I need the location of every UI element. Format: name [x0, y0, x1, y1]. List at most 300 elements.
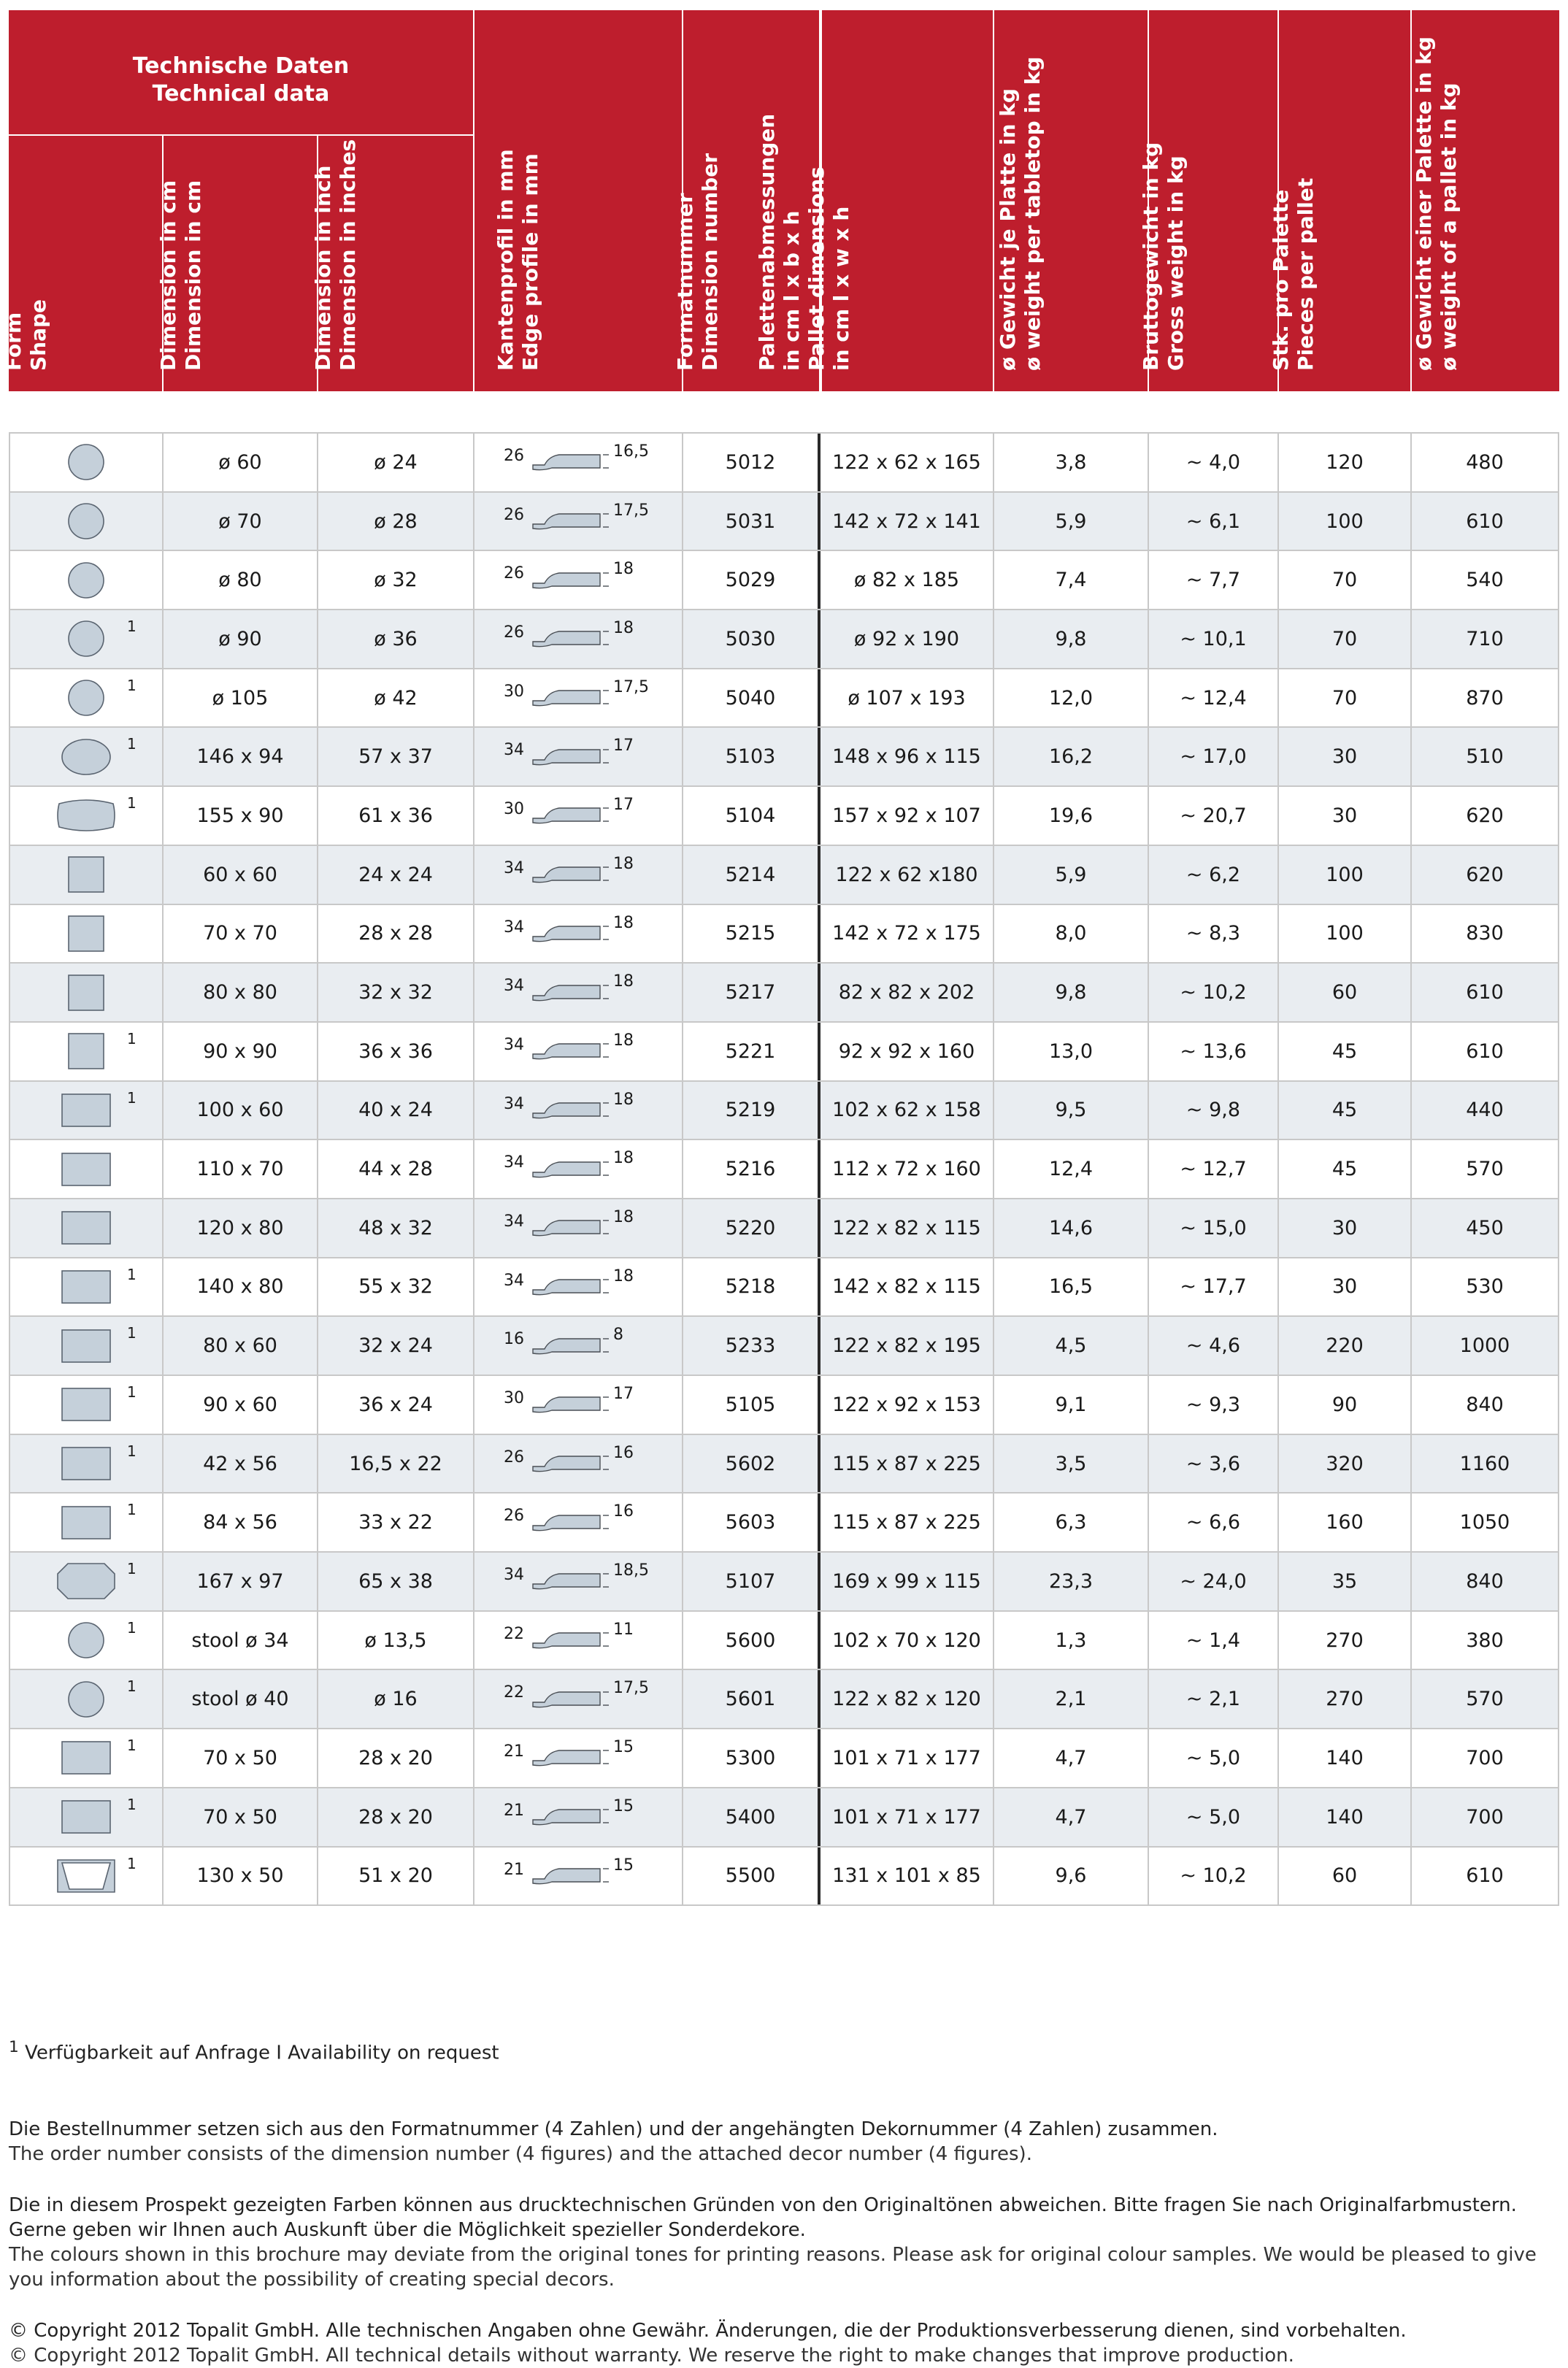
- circle-icon: [53, 1618, 119, 1662]
- weight-cell: 9,8: [994, 610, 1149, 668]
- rectangle-icon: [53, 1324, 119, 1368]
- pallet-dimensions-cell: 115 x 87 x 225: [820, 1435, 994, 1493]
- dimension-inch-cell: 55 x 32: [318, 1258, 474, 1316]
- format-number-cell: 5215: [683, 905, 820, 963]
- pallet-weight-cell: 700: [1412, 1729, 1559, 1787]
- edge-profile-cell: [474, 551, 683, 609]
- pallet-dimensions-cell: ø 82 x 185: [820, 551, 994, 609]
- pallet-weight-cell: 840: [1412, 1376, 1559, 1434]
- edge-profile-cell: [474, 1788, 683, 1846]
- footnote-marker: 1: [127, 1795, 137, 1813]
- dimension-inch-cell: ø 13,5: [318, 1612, 474, 1669]
- edge-thickness-right: 17: [613, 796, 634, 815]
- edge-profile-icon: [530, 1274, 610, 1300]
- shape-cell: [9, 905, 164, 963]
- dimension-cm-cell: 110 x 70: [164, 1140, 318, 1198]
- shape-cell: [9, 1376, 164, 1434]
- pallet-dimensions-cell: 102 x 62 x 158: [820, 1082, 994, 1139]
- pallet-weight-cell: 1000: [1412, 1317, 1559, 1375]
- dimension-cm-cell: 70 x 70: [164, 905, 318, 963]
- pieces-cell: 60: [1279, 1848, 1412, 1905]
- dimension-inch-cell: 36 x 36: [318, 1023, 474, 1080]
- shape-cell: [9, 787, 164, 845]
- circle-icon: [53, 558, 119, 602]
- shape-cell: [9, 1612, 164, 1669]
- gross-weight-cell: ~ 8,3: [1149, 905, 1279, 963]
- gross-weight-cell: ~ 7,7: [1149, 551, 1279, 609]
- dimension-inch-cell: 48 x 32: [318, 1199, 474, 1257]
- pallet-dimensions-cell: 101 x 71 x 177: [820, 1729, 994, 1787]
- format-number-cell: 5217: [683, 964, 820, 1021]
- header-divider: [473, 10, 474, 391]
- pieces-cell: 320: [1279, 1435, 1412, 1493]
- dimension-cm-cell: 120 x 80: [164, 1199, 318, 1257]
- gross-weight-cell: ~ 13,6: [1149, 1023, 1279, 1080]
- table-row: [9, 493, 1559, 552]
- table-row: [9, 1140, 1559, 1199]
- table-header: [1, 10, 1559, 391]
- header-text: Dimension in inch: [311, 165, 335, 371]
- edge-profile-icon: [530, 1627, 610, 1653]
- pallet-dimensions-cell: ø 107 x 193: [820, 669, 994, 727]
- table-row: [9, 787, 1559, 846]
- dimension-cm-cell: stool ø 40: [164, 1670, 318, 1728]
- weight-cell: 16,5: [994, 1258, 1149, 1316]
- dimension-inch-cell: ø 32: [318, 551, 474, 609]
- format-number-cell: 5219: [683, 1082, 820, 1139]
- header-text: Bruttogewicht in kg: [1139, 142, 1163, 371]
- edge-thickness-left: 22: [504, 1683, 524, 1702]
- pallet-weight-cell: 1160: [1412, 1435, 1559, 1493]
- pallet-dimensions-cell: 122 x 62 x 165: [820, 434, 994, 491]
- gross-weight-cell: ~ 4,6: [1149, 1317, 1279, 1375]
- header-text: ø weight of a pallet in kg: [1437, 82, 1461, 371]
- pieces-cell: 100: [1279, 905, 1412, 963]
- edge-profile-icon: [530, 1568, 610, 1594]
- edge-profile-cell: [474, 434, 683, 491]
- shape-cell: [9, 1848, 164, 1905]
- gross-weight-cell: ~ 1,4: [1149, 1612, 1279, 1669]
- dimension-cm-cell: 70 x 50: [164, 1729, 318, 1787]
- edge-profile-cell: [474, 1553, 683, 1610]
- footnote-marker: 1: [127, 1854, 137, 1872]
- format-number-cell: 5216: [683, 1140, 820, 1198]
- edge-profile-icon: [530, 508, 610, 534]
- pallet-weight-cell: 440: [1412, 1082, 1559, 1139]
- gross-weight-cell: ~ 17,0: [1149, 728, 1279, 785]
- gross-weight-cell: ~ 5,0: [1149, 1788, 1279, 1846]
- edge-thickness-right: 17,5: [613, 501, 649, 520]
- edge-profile-icon: [530, 1863, 610, 1889]
- gross-weight-cell: ~ 6,2: [1149, 846, 1279, 904]
- pallet-weight-cell: 570: [1412, 1140, 1559, 1198]
- table-row: [9, 551, 1559, 610]
- pieces-cell: 70: [1279, 610, 1412, 668]
- technical-data-title: [9, 53, 473, 108]
- edge-thickness-right: 18: [613, 1149, 634, 1168]
- pallet-weight-cell: 480: [1412, 434, 1559, 491]
- edge-thickness-left: 34: [504, 977, 524, 996]
- format-number-cell: 5603: [683, 1494, 820, 1551]
- dimension-cm-cell: 84 x 56: [164, 1494, 318, 1551]
- edge-thickness-left: 34: [504, 1035, 524, 1054]
- pieces-cell: 30: [1279, 728, 1412, 785]
- footnote-marker: 1: [127, 618, 137, 636]
- footnote-marker: 1: [127, 1501, 137, 1519]
- gross-weight-cell: ~ 2,1: [1149, 1670, 1279, 1728]
- edge-profile-icon: [530, 567, 610, 593]
- shape-cell: [9, 1199, 164, 1257]
- weight-cell: 14,6: [994, 1199, 1149, 1257]
- table-row: [9, 905, 1559, 964]
- weight-cell: 4,7: [994, 1788, 1149, 1846]
- dimension-cm-cell: 70 x 50: [164, 1788, 318, 1846]
- header-text: Formatnummer: [673, 193, 697, 371]
- header-text: in cm l x b x h: [780, 210, 804, 371]
- shape-cell: [9, 1553, 164, 1610]
- footnote-marker: 1: [127, 794, 137, 812]
- table-row: [9, 1848, 1559, 1907]
- footnote-marker: 1: [127, 1560, 137, 1578]
- availability-en: Availability on request: [288, 2042, 499, 2064]
- edge-thickness-right: 16,5: [613, 442, 649, 461]
- table-row: [9, 1670, 1559, 1729]
- shape-cell: [9, 1023, 164, 1080]
- footnote-marker: 1: [127, 1618, 137, 1637]
- dimension-inch-cell: 65 x 38: [318, 1553, 474, 1610]
- pieces-cell: 70: [1279, 551, 1412, 609]
- rectangle-icon: [53, 1265, 119, 1309]
- dimension-cm-cell: 130 x 50: [164, 1848, 318, 1905]
- pallet-weight-cell: 610: [1412, 493, 1559, 550]
- edge-thickness-right: 15: [613, 1856, 634, 1875]
- edge-thickness-right: 18: [613, 1031, 634, 1050]
- dimension-cm-cell: ø 90: [164, 610, 318, 668]
- pieces-cell: 140: [1279, 1729, 1412, 1787]
- pieces-cell: 270: [1279, 1670, 1412, 1728]
- pallet-dimensions-cell: 101 x 71 x 177: [820, 1788, 994, 1846]
- gross-weight-cell: ~ 12,7: [1149, 1140, 1279, 1198]
- format-number-cell: 5029: [683, 551, 820, 609]
- rectangle-icon: [53, 1736, 119, 1780]
- pieces-cell: 60: [1279, 964, 1412, 1021]
- weight-cell: 13,0: [994, 1023, 1149, 1080]
- pallet-weight-cell: 830: [1412, 905, 1559, 963]
- edge-thickness-left: 26: [504, 623, 524, 642]
- edge-profile-cell: [474, 493, 683, 550]
- edge-profile-icon: [530, 920, 610, 947]
- edge-thickness-right: 17,5: [613, 677, 649, 696]
- gross-weight-cell: ~ 12,4: [1149, 669, 1279, 727]
- dimension-cm-cell: 80 x 80: [164, 964, 318, 1021]
- edge-thickness-right: 18: [613, 560, 634, 579]
- trapezoid-icon: [53, 1854, 119, 1898]
- footnote-marker: 1: [127, 1737, 137, 1755]
- gross-weight-cell: ~ 5,0: [1149, 1729, 1279, 1787]
- table-row: [9, 669, 1559, 729]
- pallet-dimensions-cell: 122 x 82 x 115: [820, 1199, 994, 1257]
- edge-profile-cell: [474, 1199, 683, 1257]
- header-text: ø Gewicht einer Palette in kg: [1412, 36, 1436, 371]
- gross-weight-cell: ~ 9,8: [1149, 1082, 1279, 1139]
- weight-cell: 5,9: [994, 846, 1149, 904]
- dimension-cm-cell: 100 x 60: [164, 1082, 318, 1139]
- edge-profile-cell: [474, 964, 683, 1021]
- edge-profile-icon: [530, 1686, 610, 1712]
- dimension-inch-cell: 24 x 24: [318, 846, 474, 904]
- edge-thickness-left: 34: [504, 1271, 524, 1290]
- format-number-cell: 5103: [683, 728, 820, 785]
- format-number-cell: 5214: [683, 846, 820, 904]
- edge-thickness-right: 18: [613, 913, 634, 932]
- pallet-dimensions-cell: 142 x 72 x 175: [820, 905, 994, 963]
- table-row: [9, 1317, 1559, 1376]
- pallet-dimensions-cell: 92 x 92 x 160: [820, 1023, 994, 1080]
- dimension-inch-cell: 57 x 37: [318, 728, 474, 785]
- square-icon: [53, 853, 119, 896]
- edge-profile-cell: [474, 1317, 683, 1375]
- edge-profile-cell: [474, 1023, 683, 1080]
- edge-thickness-left: 34: [504, 1094, 524, 1113]
- edge-thickness-left: 30: [504, 1389, 524, 1407]
- dimension-cm-cell: 167 x 97: [164, 1553, 318, 1610]
- format-number-cell: 5600: [683, 1612, 820, 1669]
- order-number-note: [9, 2117, 1559, 2167]
- pallet-dimensions-cell: 122 x 82 x 120: [820, 1670, 994, 1728]
- pallet-weight-cell: 620: [1412, 787, 1559, 845]
- edge-thickness-right: 17,5: [613, 1679, 649, 1698]
- dimension-inch-cell: 44 x 28: [318, 1140, 474, 1198]
- header-divider: [993, 10, 994, 391]
- format-number-cell: 5300: [683, 1729, 820, 1787]
- header-text: Kantenprofil in mm: [493, 149, 518, 371]
- edge-thickness-left: 34: [504, 1153, 524, 1172]
- edge-profile-icon: [530, 1391, 610, 1418]
- pallet-weight-cell: 570: [1412, 1670, 1559, 1728]
- dimension-inch-cell: 32 x 32: [318, 964, 474, 1021]
- edge-thickness-left: 34: [504, 858, 524, 877]
- dimension-inch-cell: 28 x 20: [318, 1729, 474, 1787]
- edge-profile-cell: [474, 1140, 683, 1198]
- edge-thickness-right: 15: [613, 1738, 634, 1757]
- weight-cell: 4,7: [994, 1729, 1149, 1787]
- pallet-dimensions-cell: 122 x 82 x 195: [820, 1317, 994, 1375]
- header-text: Edge profile in mm: [518, 153, 542, 371]
- edge-thickness-left: 34: [504, 1566, 524, 1585]
- pallet-weight-cell: 620: [1412, 846, 1559, 904]
- rectangle-icon: [53, 1148, 119, 1191]
- edge-thickness-right: 11: [613, 1620, 634, 1639]
- table-row: [9, 1199, 1559, 1258]
- header-text: Form: [1, 312, 26, 371]
- dimension-cm-cell: 80 x 60: [164, 1317, 318, 1375]
- edge-thickness-right: 18: [613, 1266, 634, 1285]
- edge-thickness-left: 34: [504, 741, 524, 760]
- shape-cell: [9, 1140, 164, 1198]
- weight-cell: 1,3: [994, 1612, 1149, 1669]
- edge-profile-cell: [474, 787, 683, 845]
- pieces-cell: 30: [1279, 1199, 1412, 1257]
- square-icon: [53, 1029, 119, 1073]
- availability-separator: I: [269, 2042, 288, 2064]
- gross-weight-cell: ~ 10,1: [1149, 610, 1279, 668]
- shape-cell: [9, 1082, 164, 1139]
- edge-profile-cell: [474, 1848, 683, 1905]
- order-note-en: The order number consists of the dimension number (4 figures) and the attached decor number (4 figures).: [9, 2142, 1032, 2165]
- header-text: Dimension number: [698, 153, 722, 371]
- table-row: [9, 1435, 1559, 1494]
- pallet-dimensions-cell: 122 x 62 x180: [820, 846, 994, 904]
- order-note-de: Die Bestellnummer setzen sich aus den Formatnummer (4 Zahlen) und der angehängten Dekornummer (4 Zahlen) zusammen.: [9, 2118, 1218, 2140]
- footnote-marker: 1: [127, 1677, 137, 1696]
- header-text: Gross weight in kg: [1164, 155, 1188, 371]
- weight-cell: 12,4: [994, 1140, 1149, 1198]
- gross-weight-cell: ~ 9,3: [1149, 1376, 1279, 1434]
- pieces-cell: 70: [1279, 669, 1412, 727]
- shape-cell: [9, 964, 164, 1021]
- edge-profile-cell: [474, 846, 683, 904]
- header-text: Shape: [26, 299, 50, 371]
- circle-icon: [53, 499, 119, 543]
- circle-icon: [53, 676, 119, 720]
- edge-profile-icon: [530, 802, 610, 829]
- pallet-weight-cell: 700: [1412, 1788, 1559, 1846]
- weight-cell: 9,6: [994, 1848, 1149, 1905]
- dimension-inch-cell: 40 x 24: [318, 1082, 474, 1139]
- gross-weight-cell: ~ 24,0: [1149, 1553, 1279, 1610]
- copyright-de: © Copyright 2012 Topalit GmbH. Alle technischen Angaben ohne Gewähr. Änderungen, die der Produktionsverbesserung dienen, sind vorbehalten.: [9, 2319, 1407, 2342]
- pallet-weight-cell: 530: [1412, 1258, 1559, 1316]
- weight-cell: 5,9: [994, 493, 1149, 550]
- dimension-inch-cell: ø 36: [318, 610, 474, 668]
- pallet-weight-cell: 610: [1412, 1848, 1559, 1905]
- gross-weight-cell: ~ 10,2: [1149, 964, 1279, 1021]
- format-number-cell: 5601: [683, 1670, 820, 1728]
- header-text: Stk. pro Palette: [1269, 189, 1293, 371]
- edge-profile-icon: [530, 1510, 610, 1536]
- edge-profile-cell: [474, 1258, 683, 1316]
- edge-profile-cell: [474, 728, 683, 785]
- pieces-cell: 220: [1279, 1317, 1412, 1375]
- edge-thickness-right: 16: [613, 1443, 634, 1462]
- dimension-inch-cell: 28 x 20: [318, 1788, 474, 1846]
- dimension-cm-cell: 155 x 90: [164, 787, 318, 845]
- edge-thickness-left: 30: [504, 682, 524, 701]
- edge-thickness-right: 17: [613, 737, 634, 756]
- footnote-marker: 1: [127, 1442, 137, 1460]
- edge-thickness-right: 18: [613, 1090, 634, 1109]
- footnote-marker: 1: [127, 676, 137, 694]
- circle-icon: [53, 617, 119, 661]
- weight-cell: 8,0: [994, 905, 1149, 963]
- header-text: Palettenabmessungen: [755, 113, 779, 371]
- edge-thickness-right: 18: [613, 972, 634, 991]
- edge-thickness-left: 26: [504, 505, 524, 524]
- dimension-cm-cell: 42 x 56: [164, 1435, 318, 1493]
- edge-profile-icon: [530, 980, 610, 1006]
- header-divider: [9, 134, 473, 136]
- format-number-cell: 5400: [683, 1788, 820, 1846]
- technical-data-title-de: Technische Daten: [132, 53, 350, 79]
- edge-profile-icon: [530, 1333, 610, 1359]
- weight-cell: 4,5: [994, 1317, 1149, 1375]
- edge-thickness-left: 21: [504, 1742, 524, 1761]
- edge-profile-icon: [530, 685, 610, 711]
- pieces-cell: 270: [1279, 1612, 1412, 1669]
- copyright: [9, 2318, 1559, 2368]
- gross-weight-cell: ~ 3,6: [1149, 1435, 1279, 1493]
- table-row: [9, 1494, 1559, 1553]
- gross-weight-cell: ~ 10,2: [1149, 1848, 1279, 1905]
- weight-cell: 12,0: [994, 669, 1149, 727]
- edge-profile-cell: [474, 1082, 683, 1139]
- edge-thickness-left: 21: [504, 1860, 524, 1879]
- header-text: Dimension in cm: [181, 180, 205, 371]
- colour-note-de: Die in diesem Prospekt gezeigten Farben können aus drucktechnischen Gründen von den Originaltönen abweichen. Bitte fragen Sie nach Originalfarbmustern. Gerne geben wir Ihnen auch Auskunft über die Möglichkeit spezieller Sonderdekore.: [9, 2194, 1517, 2241]
- dimension-inch-cell: 33 x 22: [318, 1494, 474, 1551]
- edge-profile-icon: [530, 861, 610, 888]
- dimension-inch-cell: 36 x 24: [318, 1376, 474, 1434]
- shape-cell: [9, 610, 164, 668]
- technical-data-table: [9, 432, 1559, 1906]
- shape-cell: [9, 1729, 164, 1787]
- pieces-cell: 45: [1279, 1082, 1412, 1139]
- format-number-cell: 5218: [683, 1258, 820, 1316]
- gross-weight-cell: ~ 15,0: [1149, 1199, 1279, 1257]
- availability-note: [9, 2035, 1559, 2066]
- gross-weight-cell: ~ 4,0: [1149, 434, 1279, 491]
- format-number-cell: 5602: [683, 1435, 820, 1493]
- table-row: [9, 1376, 1559, 1435]
- gross-weight-cell: ~ 6,6: [1149, 1494, 1279, 1551]
- edge-thickness-right: 17: [613, 1385, 634, 1403]
- edge-thickness-right: 16: [613, 1502, 634, 1521]
- gross-weight-cell: ~ 17,7: [1149, 1258, 1279, 1316]
- edge-profile-cell: [474, 669, 683, 727]
- pieces-cell: 140: [1279, 1788, 1412, 1846]
- format-number-cell: 5040: [683, 669, 820, 727]
- edge-thickness-left: 21: [504, 1801, 524, 1820]
- shape-cell: [9, 1788, 164, 1846]
- edge-profile-cell: [474, 905, 683, 963]
- dimension-cm-cell: 140 x 80: [164, 1258, 318, 1316]
- footnote-marker: 1: [127, 1029, 137, 1047]
- dimension-inch-cell: 51 x 20: [318, 1848, 474, 1905]
- edge-thickness-right: 15: [613, 1796, 634, 1815]
- pieces-cell: 160: [1279, 1494, 1412, 1551]
- pieces-cell: 35: [1279, 1553, 1412, 1610]
- edge-profile-icon: [530, 1097, 610, 1123]
- table-row: [9, 434, 1559, 493]
- edge-thickness-left: 22: [504, 1624, 524, 1643]
- edge-profile-icon: [530, 1450, 610, 1477]
- shape-cell: [9, 551, 164, 609]
- table-row: [9, 964, 1559, 1023]
- table-row: [9, 1553, 1559, 1612]
- pallet-dimensions-cell: 148 x 96 x 115: [820, 728, 994, 785]
- barrel-icon: [53, 793, 119, 837]
- weight-cell: 9,5: [994, 1082, 1149, 1139]
- format-number-cell: 5220: [683, 1199, 820, 1257]
- shape-cell: [9, 728, 164, 785]
- edge-profile-cell: [474, 610, 683, 668]
- edge-thickness-left: 30: [504, 800, 524, 819]
- header-text: Dimension in inches: [336, 139, 360, 371]
- shape-cell: [9, 434, 164, 491]
- table-row: [9, 846, 1559, 905]
- technical-data-title-en: Technical data: [152, 81, 330, 107]
- shape-cell: [9, 1258, 164, 1316]
